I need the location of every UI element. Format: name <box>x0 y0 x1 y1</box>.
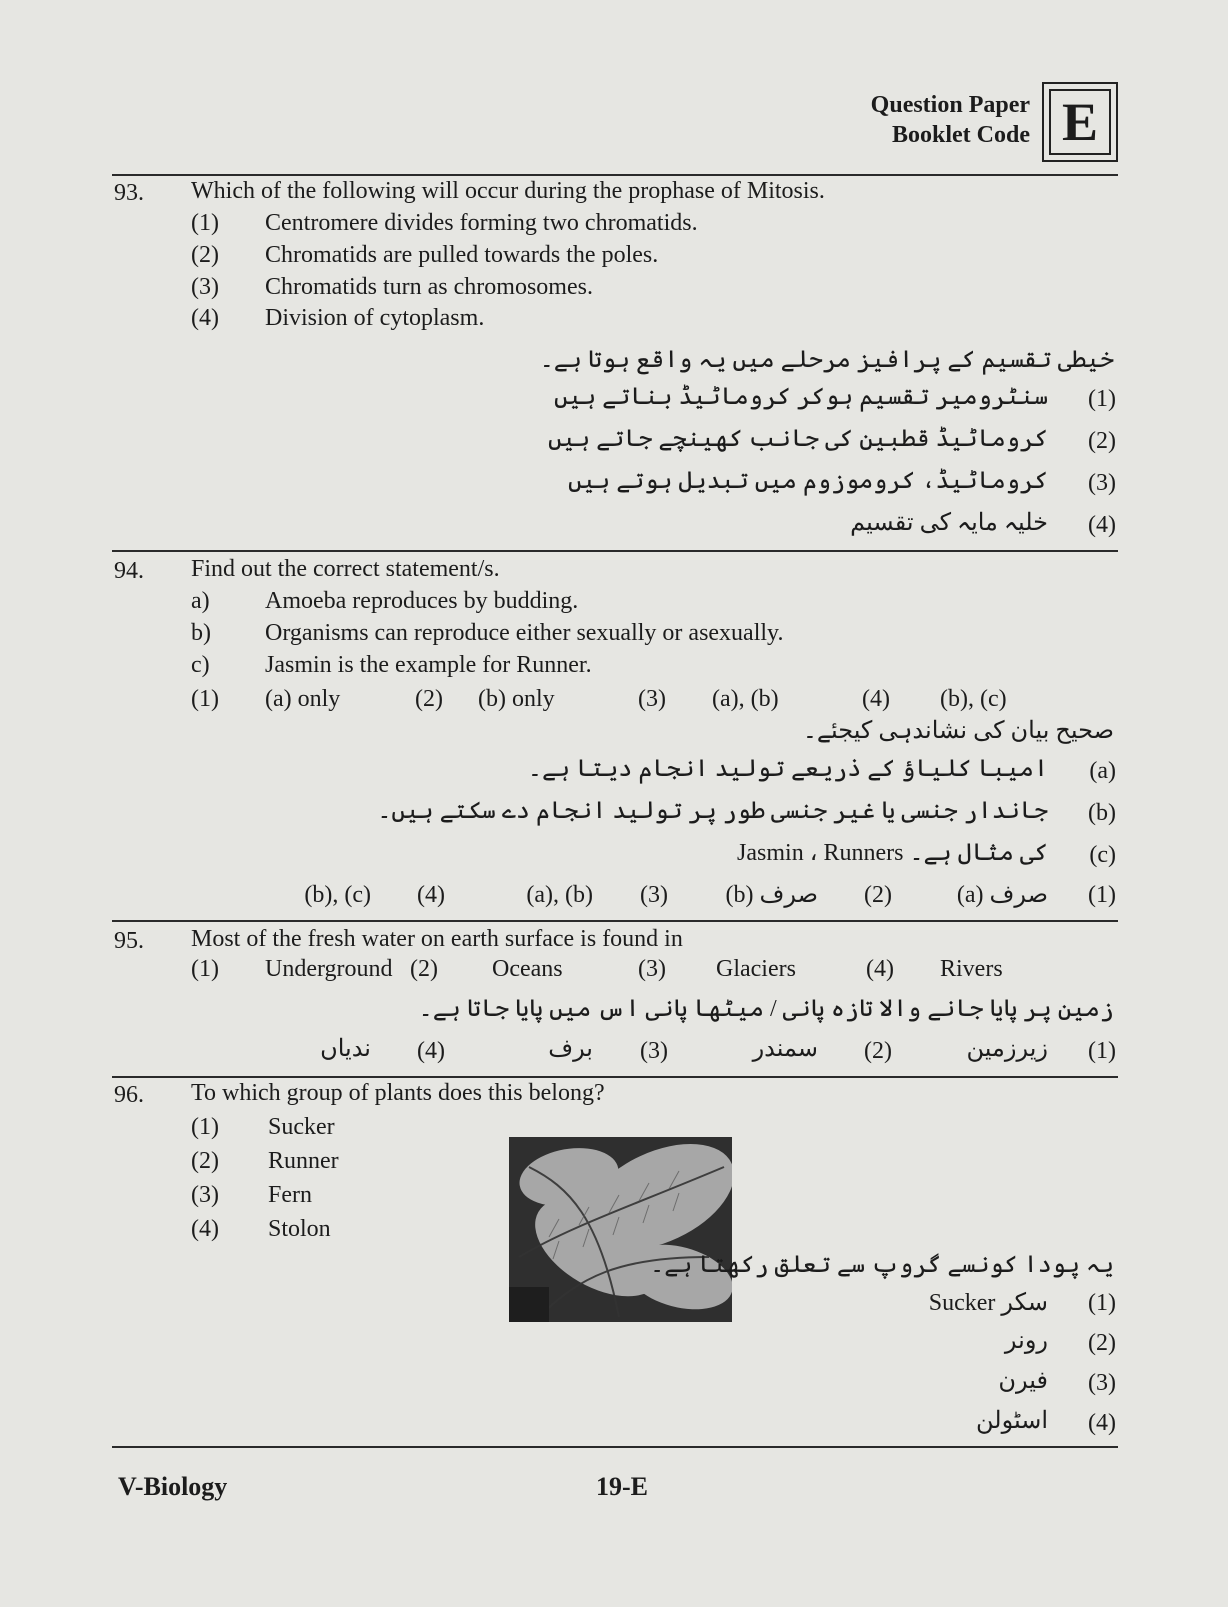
urdu-option-number: (3) <box>1088 1370 1116 1396</box>
urdu-option-number: (2) <box>864 1038 892 1064</box>
statement-label: b) <box>191 620 211 646</box>
urdu-question-text: یہ پودا کونسے گروپ سے تعلق رکھتا ہے۔ <box>650 1252 1114 1278</box>
option-number: (3) <box>638 956 666 982</box>
question-text: To which group of plants does this belong? <box>191 1080 605 1106</box>
statement-label: a) <box>191 588 210 614</box>
fern-plant-photo <box>509 1137 732 1322</box>
urdu-option-number: (4) <box>417 882 445 908</box>
option-text: Stolon <box>268 1216 331 1242</box>
option-number: (3) <box>191 274 219 300</box>
option-number: (2) <box>415 686 443 712</box>
header-line-1: Question Paper <box>870 92 1030 118</box>
urdu-option-number: (4) <box>1088 1410 1116 1436</box>
urdu-option-number: (1) <box>1088 1038 1116 1064</box>
urdu-option-number: (1) <box>1088 386 1116 412</box>
urdu-option-number: (2) <box>864 882 892 908</box>
footer-subject: V-Biology <box>118 1472 228 1501</box>
urdu-statement-text: امیبا کلیاؤ کے ذریعے تولید انجام دیتا ہے۔ <box>527 756 1048 782</box>
urdu-statement-label: (c) <box>1089 842 1116 868</box>
question-number: 94. <box>114 558 144 584</box>
urdu-option-text: کروماٹیڈ، کروموزوم میں تبدیل ہوتے ہیں <box>568 468 1048 494</box>
urdu-option-text: سنٹرومیر تقسیم ہوکر کروماٹیڈ بناتے ہیں <box>553 384 1048 410</box>
footer-page-number: 19-E <box>596 1472 648 1501</box>
urdu-question-text: خیطی تقسیم کے پرافیز مرحلے میں یہ واقع ہوتا ہے۔ <box>539 347 1114 373</box>
option-number: (3) <box>191 1182 219 1208</box>
option-number: (1) <box>191 956 219 982</box>
urdu-statement-text: Jasmin ، Runners کی مثال ہے۔ <box>737 840 1048 866</box>
urdu-option-text: اسٹولن <box>976 1408 1048 1434</box>
booklet-code-label <box>830 90 1030 150</box>
booklet-code-box: E <box>1042 82 1118 162</box>
option-text: Fern <box>268 1182 312 1208</box>
option-text: Division of cytoplasm. <box>265 305 485 331</box>
urdu-option-number: (2) <box>1088 428 1116 454</box>
urdu-option-number: (1) <box>1088 882 1116 908</box>
option-number: (3) <box>638 686 666 712</box>
header-line-2: Booklet Code <box>892 122 1030 148</box>
urdu-option-text: سمندر <box>752 1036 818 1062</box>
option-text: Oceans <box>492 956 563 982</box>
urdu-option-text: (b), (c) <box>304 882 371 908</box>
option-number: (4) <box>862 686 890 712</box>
urdu-option-number: (4) <box>417 1038 445 1064</box>
option-text: Rivers <box>940 956 1003 982</box>
urdu-option-text: کروماٹیڈ قطبین کی جانب کھینچے جاتے ہیں <box>547 426 1048 452</box>
option-text: (b) only <box>478 686 555 712</box>
option-text: Glaciers <box>716 956 796 982</box>
urdu-option-text: ندیاں <box>320 1036 371 1062</box>
question-text: Most of the fresh water on earth surface is found in <box>191 926 683 952</box>
urdu-option-number: (3) <box>640 1038 668 1064</box>
question-number: 96. <box>114 1082 144 1108</box>
urdu-option-number: (3) <box>1088 470 1116 496</box>
option-number: (1) <box>191 1114 219 1140</box>
option-text: Underground <box>265 956 393 982</box>
option-number: (4) <box>191 305 219 331</box>
urdu-option-number: (2) <box>1088 1330 1116 1356</box>
option-number: (1) <box>191 210 219 236</box>
urdu-option-text: (a), (b) <box>526 882 593 908</box>
option-number: (2) <box>191 1148 219 1174</box>
header-rule <box>112 174 1118 176</box>
urdu-statement-text: جاندار جنسی یا غیر جنسی طور پر تولید انجام دے سکتے ہیں۔ <box>377 798 1048 824</box>
urdu-option-text: رونر <box>1004 1328 1048 1354</box>
urdu-question-text: صحیح بیان کی نشاندہی کیجئے۔ <box>802 718 1114 744</box>
question-divider <box>112 1076 1118 1078</box>
statement-text: Jasmin is the example for Runner. <box>265 652 592 678</box>
option-text: Centromere divides forming two chromatids. <box>265 210 698 236</box>
urdu-option-number: (3) <box>640 882 668 908</box>
statement-text: Organisms can reproduce either sexually or asexually. <box>265 620 784 646</box>
fern-leaf-image <box>509 1137 732 1322</box>
question-number: 93. <box>114 180 144 206</box>
option-text: (b), (c) <box>940 686 1007 712</box>
urdu-option-number: (1) <box>1088 1290 1116 1316</box>
question-text: Find out the correct statement/s. <box>191 556 500 582</box>
option-number: (4) <box>866 956 894 982</box>
statement-text: Amoeba reproduces by budding. <box>265 588 579 614</box>
footer-rule <box>112 1446 1118 1448</box>
option-number: (1) <box>191 686 219 712</box>
option-number: (4) <box>191 1216 219 1242</box>
option-number: (2) <box>191 242 219 268</box>
statement-label: c) <box>191 652 210 678</box>
urdu-statement-label: (a) <box>1089 758 1116 784</box>
urdu-option-text: خلیہ مایہ کی تقسیم <box>850 510 1048 536</box>
urdu-option-text: فیرن <box>998 1368 1048 1394</box>
urdu-option-text: برف <box>548 1036 593 1062</box>
option-text: Sucker <box>268 1114 335 1140</box>
urdu-option-number: (4) <box>1088 512 1116 538</box>
urdu-option-text: سکر Sucker <box>928 1290 1048 1316</box>
option-text: Chromatids are pulled towards the poles. <box>265 242 659 268</box>
option-number: (2) <box>410 956 438 982</box>
urdu-question-text: زمین پر پایا جانے والا تازہ پانی / میٹھا پانی اس میں پایا جاتا ہے۔ <box>418 996 1114 1022</box>
question-divider <box>112 920 1118 922</box>
option-text: Runner <box>268 1148 339 1174</box>
question-text: Which of the following will occur during the prophase of Mitosis. <box>191 178 825 204</box>
question-divider <box>112 550 1118 552</box>
option-text: (a), (b) <box>712 686 779 712</box>
urdu-option-text: صرف (a) <box>956 882 1048 908</box>
question-number: 95. <box>114 928 144 954</box>
urdu-statement-label: (b) <box>1088 800 1116 826</box>
option-text: (a) only <box>265 686 341 712</box>
urdu-option-text: صرف (b) <box>725 882 818 908</box>
option-text: Chromatids turn as chromosomes. <box>265 274 593 300</box>
urdu-option-text: زیرزمین <box>966 1036 1048 1062</box>
